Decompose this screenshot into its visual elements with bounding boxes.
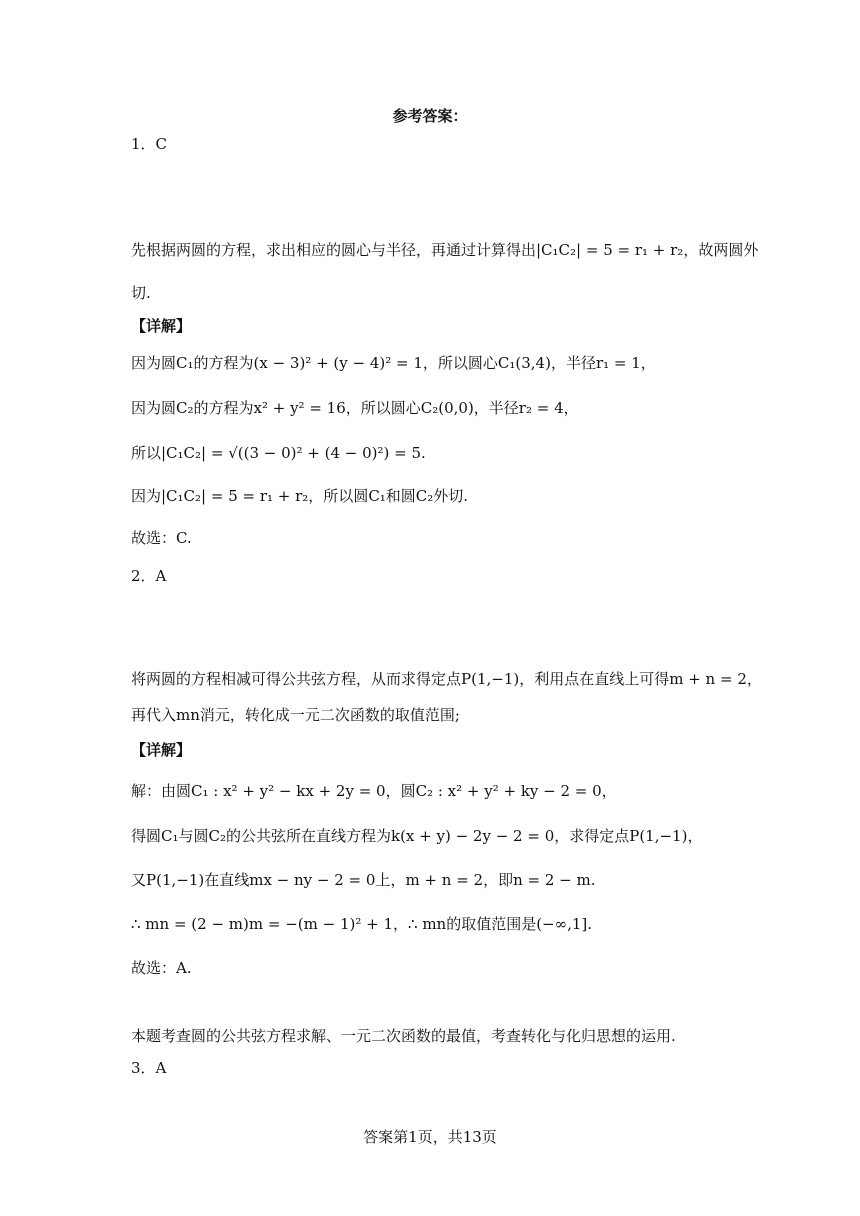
choice-line: 故选：C. [131,529,192,547]
detail-line: 因为圆C₁的方程为(x − 3)² + (y − 4)² = 1，所以圆心C₁(3,4)，半径r₁ = 1， [131,354,656,372]
analysis-line: 将两圆的方程相减可得公共弦方程，从而求得定点P(1,−1)，利用点在直线上可得m + n = 2， [131,670,762,688]
detail-line: ∴ mn = (2 − m)m = −(m − 1)² + 1，∴ mn的取值范围是(−∞,1]. [131,915,593,933]
analysis-line: 再代入mn消元，转化成一元二次函数的取值范围; [131,706,460,724]
detail-line: 因为|C₁C₂| = 5 = r₁ + r₂，所以圆C₁和圆C₂外切. [131,487,469,505]
detail-line: 又P(1,−1)在直线mx − ny − 2 = 0上，m + n = 2，即n = 2 − m. [131,871,596,889]
answer-2-label: 2．A [131,567,167,585]
detail-line: 所以|C₁C₂| = √((3 − 0)² + (4 − 0)²) = 5. [131,444,426,462]
choice-line: 故选：A. [131,959,192,977]
detail-heading: 【详解】 [131,317,192,335]
comment-line: 本题考查圆的公共弦方程求解、一元二次函数的最值，考查转化与化归思想的运用. [131,1027,676,1045]
detail-line: 得圆C₁与圆C₂的公共弦所在直线方程为k(x + y) − 2y − 2 = 0，求得定点P(1,−1)， [131,827,703,845]
answer-3-label: 3．A [131,1059,167,1077]
analysis-line: 先根据两圆的方程，求出相应的圆心与半径，再通过计算得出|C₁C₂| = 5 = r₁ + r₂，故两圆外 [131,241,759,259]
detail-line: 因为圆C₂的方程为x² + y² = 16，所以圆心C₂(0,0)，半径r₂ = 4， [131,399,579,417]
analysis-line: 切. [131,284,151,302]
detail-line: 解：由圆C₁ : x² + y² − kx + 2y = 0，圆C₂ : x² + y² + ky − 2 = 0， [131,782,617,800]
detail-heading: 【详解】 [131,741,192,759]
page-footer: 答案第1页，共13页 [363,1128,497,1146]
page-title: 参考答案： [392,107,468,125]
answer-1-label: 1．C [131,135,168,153]
